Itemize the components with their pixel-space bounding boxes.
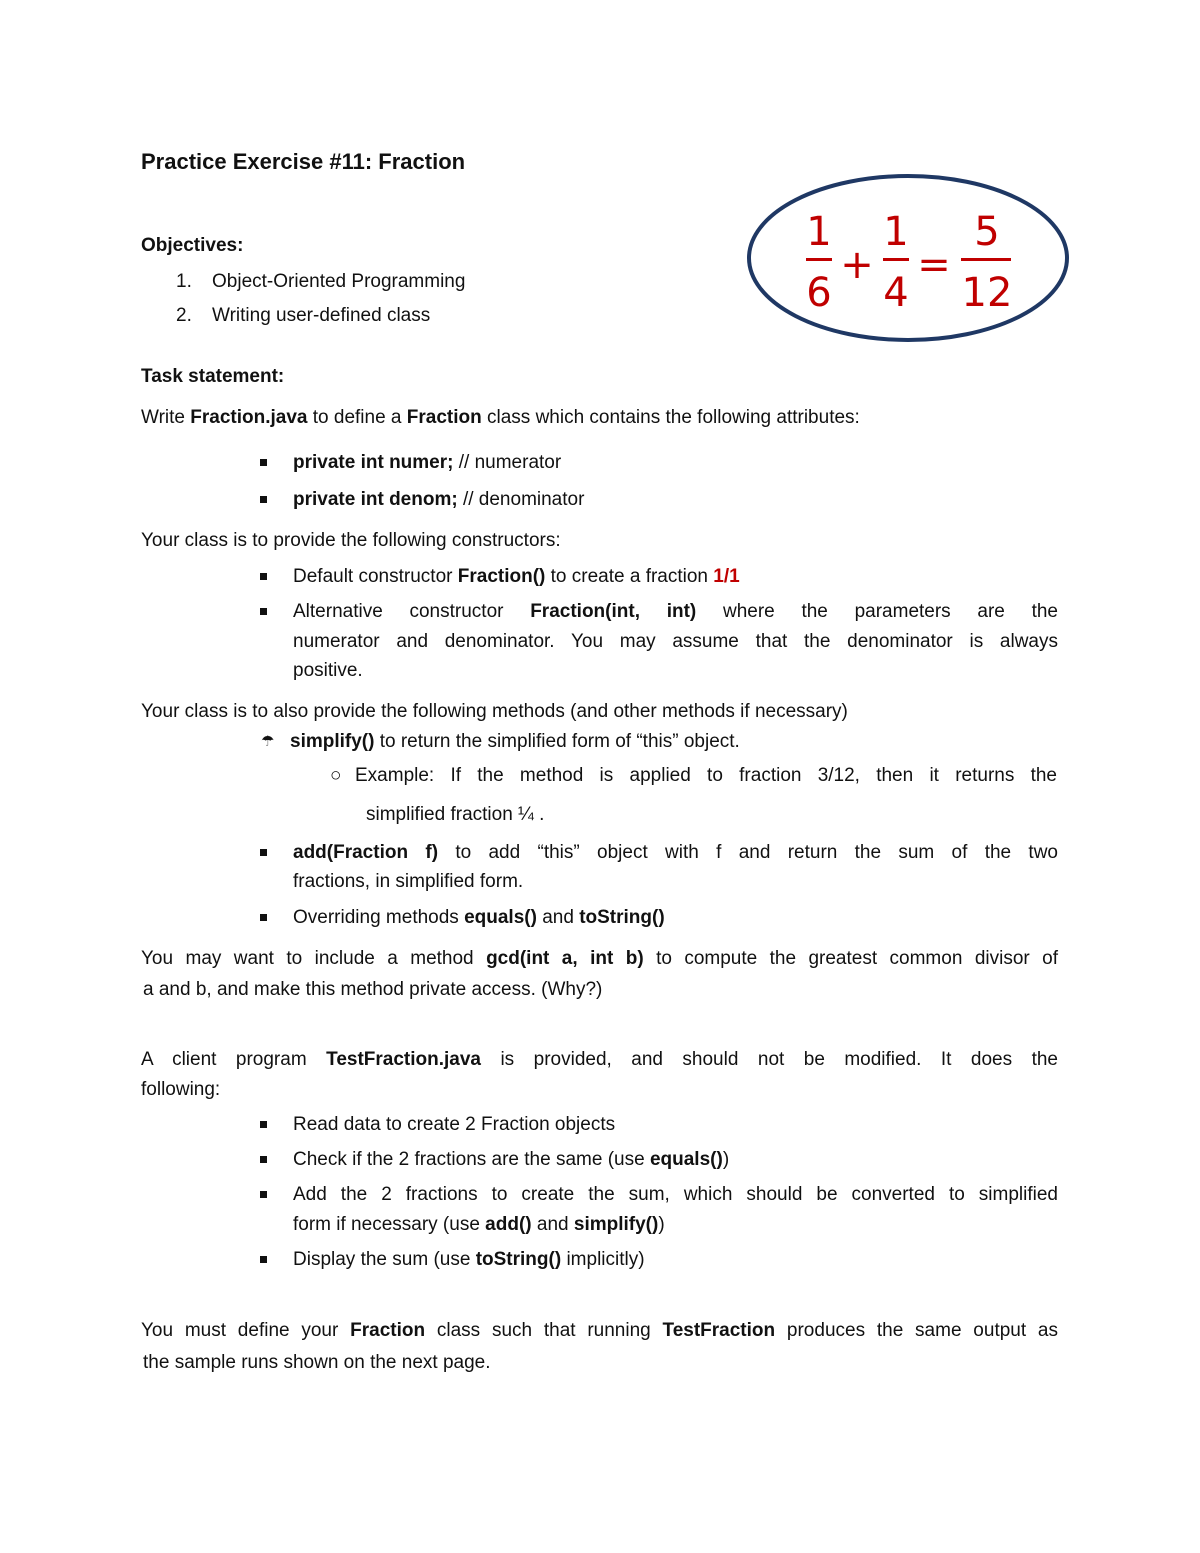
denominator-3: 12: [961, 270, 1013, 316]
constructor-default: Default constructor Fraction() to create a fraction 1/1: [293, 566, 740, 587]
bullet-icon: [260, 459, 267, 466]
constructor-alternative: Alternative constructor Fraction(int, int) where the parameters are the: [293, 601, 1059, 622]
numerator-3: 5: [974, 209, 1000, 255]
task-intro: Write Fraction.java to define a Fraction class which contains the following attributes:: [141, 407, 860, 428]
client-paragraph: A client program TestFraction.java is provided, and should not be modified. It does the: [141, 1049, 1058, 1070]
simplify-example-l2: simplified fraction ¼ .: [366, 804, 545, 825]
bullet-icon: [260, 496, 267, 503]
method-simplify: simplify() to return the simplified form of “this” object.: [290, 731, 740, 752]
objectives-heading: Objectives:: [141, 235, 244, 256]
numerator-2: 1: [883, 209, 909, 255]
client-paragraph-l2: following:: [141, 1079, 221, 1100]
denominator-1: 6: [806, 270, 832, 316]
fraction-equation-figure: [745, 172, 1073, 344]
gcd-paragraph-l2: a and b, and make this method private access. (Why?): [143, 979, 603, 1000]
methods-intro: Your class is to also provide the following methods (and other methods if necessary): [141, 701, 848, 722]
client-item: Read data to create 2 Fraction objects: [293, 1114, 616, 1135]
method-add: add(Fraction f) to add “this” object with f and return the sum of the two: [293, 842, 1058, 863]
task-heading: Task statement:: [141, 366, 285, 387]
bullet-icon: [260, 573, 267, 580]
bullet-icon: [260, 1256, 267, 1263]
attribute-numer: private int numer; // numerator: [293, 452, 562, 473]
objective-item: 2. Writing user-defined class: [176, 305, 431, 326]
objective-item: 1. Object-Oriented Programming: [176, 271, 466, 292]
plus-sign: +: [840, 242, 874, 288]
method-overrides: Overriding methods equals() and toString(): [293, 907, 665, 928]
bullet-icon: [260, 1156, 267, 1163]
numerator-1: 1: [806, 209, 832, 255]
circle-bullet-icon: ○: [330, 765, 342, 786]
gcd-paragraph: You may want to include a method gcd(int a, int b) to compute the greatest common divisor of: [141, 948, 1058, 969]
bullet-icon: [260, 1121, 267, 1128]
umbrella-bullet-icon: ☂: [261, 733, 275, 750]
final-paragraph-l2: the sample runs shown on the next page.: [143, 1352, 491, 1373]
final-paragraph: You must define your Fraction class such that running TestFraction produces the same output as: [141, 1320, 1058, 1341]
denominator-2: 4: [883, 270, 909, 316]
client-item-l2: form if necessary (use add() and simplify()): [293, 1214, 665, 1235]
client-item: Display the sum (use toString() implicitly): [293, 1249, 645, 1270]
attribute-denom: private int denom; // denominator: [293, 489, 585, 510]
bullet-icon: [260, 849, 267, 856]
constructor-alternative-l3: positive.: [293, 660, 363, 681]
bullet-icon: [260, 608, 267, 615]
page-title: Practice Exercise #11: Fraction: [141, 149, 466, 174]
equals-sign: =: [917, 242, 951, 288]
method-add-l2: fractions, in simplified form.: [293, 871, 524, 892]
client-item: Add the 2 fractions to create the sum, which should be converted to simplified: [293, 1184, 1058, 1205]
simplify-example-l1: Example: If the method is applied to fraction 3/12, then it returns the: [355, 765, 1057, 786]
bullet-icon: [260, 1191, 267, 1198]
constructor-alternative-l2: numerator and denominator. You may assume that the denominator is always: [293, 631, 1058, 652]
bullet-icon: [260, 914, 267, 921]
client-item: Check if the 2 fractions are the same (use equals()): [293, 1149, 730, 1170]
constructors-intro: Your class is to provide the following constructors:: [141, 530, 561, 551]
